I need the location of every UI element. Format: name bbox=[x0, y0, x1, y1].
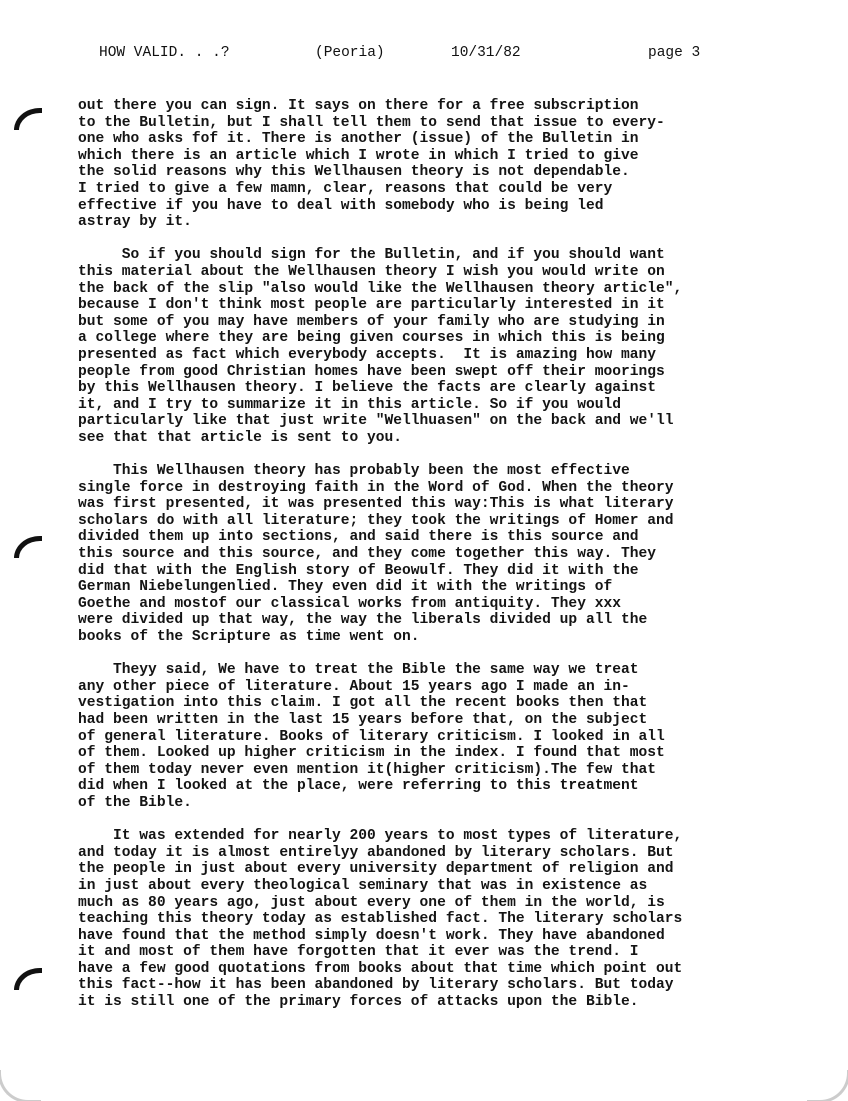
body-text bbox=[78, 98, 798, 1027]
punch-hole-middle bbox=[14, 536, 42, 558]
punch-hole-bottom bbox=[14, 968, 42, 990]
paragraph-2: So if you should sign for the Bulletin, and if you should want this material about the Wellhausen theory I wish you would write on the back of the slip "also would like the Wellhausen theory article", because I don't think most people are particularly interested in it but some of you may have members of your family who are studying in a college where they are being given courses in which this is being presented as fact which everybody accepts. It is amazing how many people from good Christian homes have been swept off their moorings by this Wellhausen theory. I believe the facts are clearly against it, and I try to summarize it in this article. So if you would particularly like that just write "Wellhuasen" on the back and we'll see that that article is sent to you. bbox=[78, 247, 683, 446]
page-corner-bottom-right bbox=[807, 1070, 848, 1101]
page-header bbox=[0, 45, 848, 65]
paragraph-3: This Wellhausen theory has probably been the most effective single force in destroying faith in the Word of God. When the theory was first presented, it was presented this way:This is what literary scholars do with all literature; they took the writings of Homer and divided them up into sections, and said there is this source and this source and this source, and they come together this way. They did that with the English story of Beowulf. They did it with the German Niebelungenlied. They even did it with the writings of Goethe and mostof our classical works from antiquity. They xxx were divided up that way, the way the liberals divided up all the books of the Scripture as time went on. bbox=[78, 463, 674, 645]
punch-hole-top bbox=[14, 108, 42, 130]
paragraph-1: out there you can sign. It says on there for a free subscription to the Bulletin, but I shall tell them to send that issue to every- one who asks fof it. There is another (issue) of the Bulletin in which there is an article which I wrote in which I tried to give the solid reasons why this Wellhausen theory is not dependable. I tried to give a few mamn, clear, reasons that could be very effective if you have to deal with somebody who is being led astray by it. bbox=[78, 98, 665, 231]
header-date: 10/31/82 bbox=[451, 45, 521, 61]
header-title: HOW VALID. . .? bbox=[99, 45, 230, 61]
header-page-number: page 3 bbox=[648, 45, 701, 61]
page-corner-bottom-left bbox=[0, 1070, 41, 1101]
paragraph-5: It was extended for nearly 200 years to most types of literature, and today it is almost entirelyy abandoned by literary scholars. But the people in just about every university department of religion and in just about every theological seminary that was in existence as much as 80 years ago, just about every one of them in the world, is teaching this theory today as established fact. The literary scholars have found that the method simply doesn't work. They have abandoned it and most of them have forgotten that it ever was the trend. I have a few good quotations from books about that time which point out this fact--how it has been abandoned by literary scholars. But today it is still one of the primary forces of attacks upon the Bible. bbox=[78, 828, 683, 1011]
paragraph-4: Theyy said, We have to treat the Bible the same way we treat any other piece of literature. About 15 years ago I made an in- vestigation into this claim. I got all the recent books then that had been written in the last 15 years before that, on the subject of general literature. Books of literary criticism. I looked in all of them. Looked up higher criticism in the index. I found that most of them today never even mention it(higher criticism).The few that did when I looked at the place, were referring to this treatment of the Bible. bbox=[78, 662, 665, 811]
header-place: (Peoria) bbox=[315, 45, 385, 61]
